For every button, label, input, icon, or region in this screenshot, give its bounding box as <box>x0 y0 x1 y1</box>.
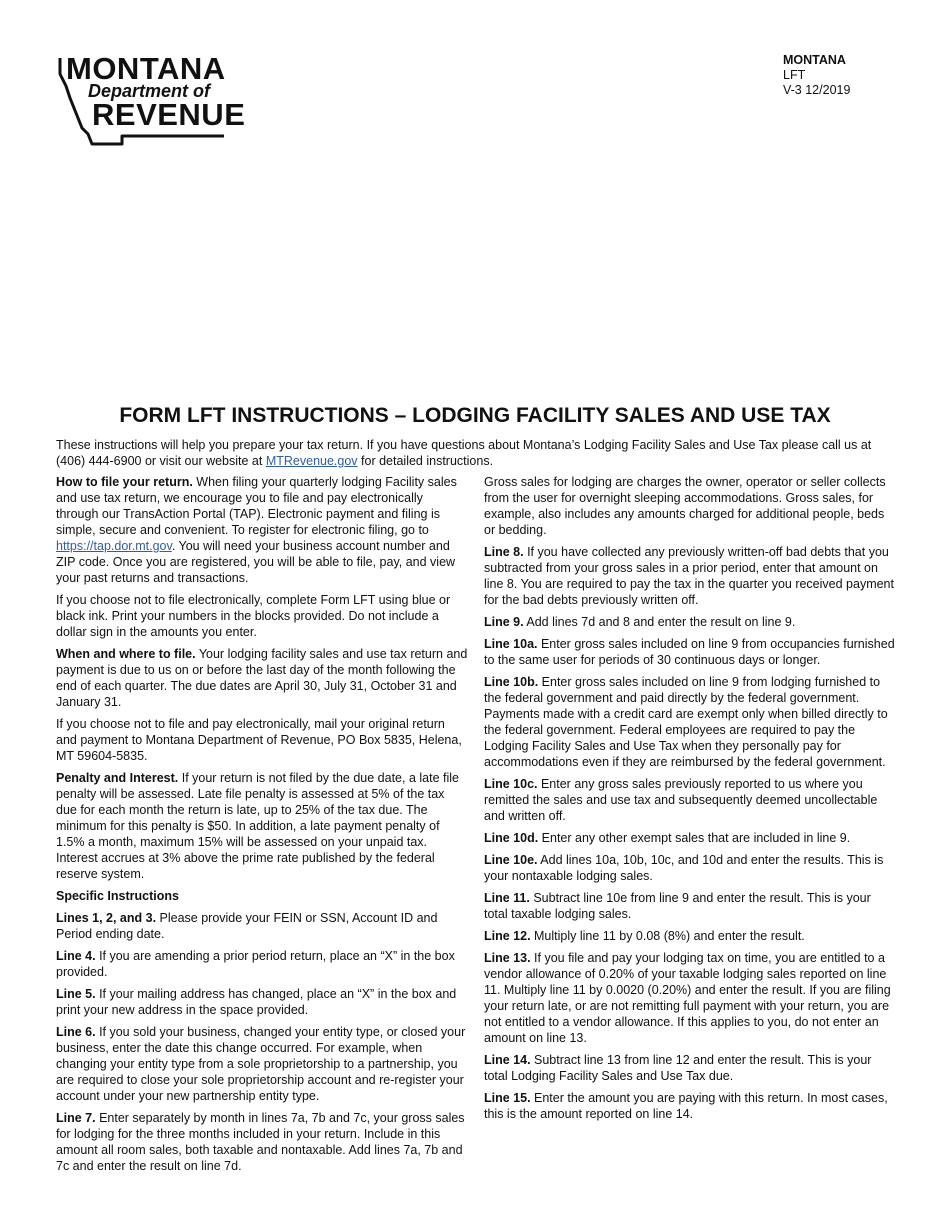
line-text: If you sold your business, changed your entity type, or closed your business, enter the date this change occurred. For example, when changing your entity type from a sole proprietorship to a partnership, you are required to close your sole proprietorship account and re-register your account under your new partnership entity type. <box>56 1025 466 1103</box>
line-instruction <box>56 948 468 980</box>
line-instruction <box>56 1024 468 1104</box>
line-text: Enter gross sales included on line 9 from occupancies furnished to the same user for periods of 30 continuous days or longer. <box>484 637 895 667</box>
logo-montana: MONTANA <box>66 51 226 86</box>
line-instruction <box>484 1052 896 1084</box>
line-instruction <box>484 852 896 884</box>
form-version: V-3 12/2019 <box>783 83 851 97</box>
line-instruction <box>56 1110 468 1174</box>
line-label: Line 9. <box>484 615 524 629</box>
line-instruction <box>484 830 896 846</box>
right-column <box>484 474 896 1128</box>
line-text: Enter gross sales included on line 9 from lodging furnished to the federal government and paid directly by the federal government. Payments made with a credit card are exempt only when billed directly to the federal government. Federal employees are required to pay the Lodging Facility Sales and Use Tax when they personally pay for accommodations even if they are reimbursed by the federal government. <box>484 675 888 769</box>
line-label: Line 14. <box>484 1053 531 1067</box>
line-text: Enter any other exempt sales that are included in line 9. <box>538 831 851 845</box>
line-text: Add lines 10a, 10b, 10c, and 10d and enter the results. This is your nontaxable lodging sales. <box>484 853 884 883</box>
when-where-heading: When and where to file. <box>56 647 196 661</box>
line-text: Enter the amount you are paying with this return. In most cases, this is the amount reported on line 14. <box>484 1091 888 1121</box>
montana-revenue-logo <box>52 51 246 152</box>
line-instruction <box>484 890 896 922</box>
line-text: If you file and pay your lodging tax on time, you are entitled to a vendor allowance of 0.20% of your taxable lodging sales reported on line 11. Multiply line 11 by 0.0020 (0.20%) and enter the result. If you are filing your return late, or are not remitting full payment with your return, you are not entitled to a vendor allowance. If this applies to you, do not enter an amount on line 13. <box>484 951 891 1045</box>
gross-sales-paragraph: Gross sales for lodging are charges the owner, operator or seller collects from the user for overnight sleeping accommodations. Gross sales, for example, also includes any amounts charged for additional people, beds or bedding. <box>484 475 886 537</box>
line-text: If you have collected any previously written-off bad debts that you subtracted from your gross sales in a prior period, enter that amount on line 8. You are required to pay the tax in the quarter you received payment for the bad debts previously written off. <box>484 545 894 607</box>
line-label: Line 10b. <box>484 675 539 689</box>
when-where-text: Your lodging facility sales and use tax return and payment is due to us on or before the last day of the month following the end of each quarter. The due dates are April 30, July 31, October 31 and January 31. <box>56 647 468 709</box>
line-label: Line 10d. <box>484 831 539 845</box>
line-instruction <box>56 910 468 942</box>
line-label: Line 12. <box>484 929 531 943</box>
form-code: LFT <box>783 68 806 82</box>
paper-filing-paragraph: If you choose not to file electronically, complete Form LFT using blue or black ink. Print your numbers in the blocks provided. Do not include a dollar sign in the amounts you enter. <box>56 593 451 639</box>
line-instruction <box>484 674 896 770</box>
logo-department-of: Department of <box>88 81 211 101</box>
line-label: Line 10e. <box>484 853 538 867</box>
line-instruction <box>484 636 896 668</box>
line-instruction <box>484 614 896 630</box>
penalty-paragraph <box>56 770 468 882</box>
line-text: Enter any gross sales previously reported to us where you remitted the sales and use tax and subsequently deemed uncollectable and written off. <box>484 777 878 823</box>
line-text: Add lines 7d and 8 and enter the result on line 9. <box>523 615 796 629</box>
line-instruction <box>484 928 896 944</box>
line-text: If you are amending a prior period return, place an “X” in the box provided. <box>56 949 455 979</box>
penalty-text: If your return is not filed by the due date, a late file penalty will be assessed. Late file penalty is assessed at 5% of the tax due for each month the return is late, up to 25% of the tax due. The minimum for this penalty is $50. In addition, a late payment penalty of 1.5% a month, maximum 15% will be assessed on your unpaid tax. Interest accrues at 3% above the prime rate published by the federal reserve system. <box>56 771 459 881</box>
tap-link[interactable]: https://tap.dor.mt.gov <box>56 539 172 553</box>
line-text: Subtract line 10e from line 9 and enter the result. This is your total taxable lodging sales. <box>484 891 871 921</box>
line-text: Subtract line 13 from line 12 and enter the result. This is your total Lodging Facility Sales and Use Tax due. <box>484 1053 872 1083</box>
line-label: Line 4. <box>56 949 96 963</box>
line-text: If your mailing address has changed, place an “X” in the box and print your new address in the space provided. <box>56 987 457 1017</box>
how-to-file-paragraph <box>56 474 468 586</box>
mail-paragraph: If you choose not to file and pay electronically, mail your original return and payment to Montana Department of Revenue, PO Box 5835, Helena, MT 59604-5835. <box>56 717 462 763</box>
line-label: Line 5. <box>56 987 96 1001</box>
line-label: Line 10c. <box>484 777 538 791</box>
line-label: Line 7. <box>56 1111 96 1125</box>
how-to-file-heading: How to file your return. <box>56 475 193 489</box>
line-label: Line 10a. <box>484 637 538 651</box>
line-instruction <box>484 950 896 1046</box>
page-title: FORM LFT INSTRUCTIONS – LODGING FACILITY SALES AND USE TAX <box>119 404 831 427</box>
intro-text: These instructions will help you prepare your tax return. If you have questions about Montana’s Lodging Facility Sales and Use Tax please call us at (406) 444-6900 or visit our website at <box>56 438 872 468</box>
mtrevenue-link[interactable]: MTRevenue.gov <box>265 454 358 468</box>
line-label: Line 15. <box>484 1091 531 1105</box>
line-label: Line 11. <box>484 891 530 905</box>
line-instruction <box>484 544 896 608</box>
form-state: MONTANA <box>783 53 846 67</box>
line-label: Line 13. <box>484 951 531 965</box>
left-column <box>56 474 468 1180</box>
form-identifier <box>783 53 850 98</box>
when-where-paragraph <box>56 646 468 710</box>
intro-paragraph <box>56 437 896 469</box>
specific-instructions-heading: Specific Instructions <box>56 889 179 903</box>
penalty-heading: Penalty and Interest. <box>56 771 179 785</box>
line-text: Multiply line 11 by 0.08 (8%) and enter the result. <box>530 929 805 943</box>
line-instruction <box>484 776 896 824</box>
line-label: Line 6. <box>56 1025 96 1039</box>
logo-revenue: REVENUE <box>92 97 246 132</box>
intro-text-end: for detailed instructions. <box>357 454 494 468</box>
line-text: Please provide your FEIN or SSN, Account ID and Period ending date. <box>56 911 438 941</box>
how-to-file-text-end: . You will need your business account number and ZIP code. Once you are registered, you will be able to file, pay, and view your past returns and transactions. <box>56 539 456 585</box>
how-to-file-text: When filing your quarterly lodging Facility sales and use tax return, we encourage you to file and pay electronically through our TransAction Portal (TAP). Electronic payment and filing is simple, secure and convenient. To register for electronic filing, go to <box>56 475 457 537</box>
line-label: Line 8. <box>484 545 524 559</box>
line-instruction <box>484 1090 896 1122</box>
line-instruction <box>56 986 468 1018</box>
line-text: Enter separately by month in lines 7a, 7b and 7c, your gross sales for lodging for the three months included in your return. Include in this amount all room sales, both taxable and nontaxable. Add lines 7a, 7b and 7c and enter the result on line 7d. <box>56 1111 465 1173</box>
line-label: Lines 1, 2, and 3. <box>56 911 157 925</box>
